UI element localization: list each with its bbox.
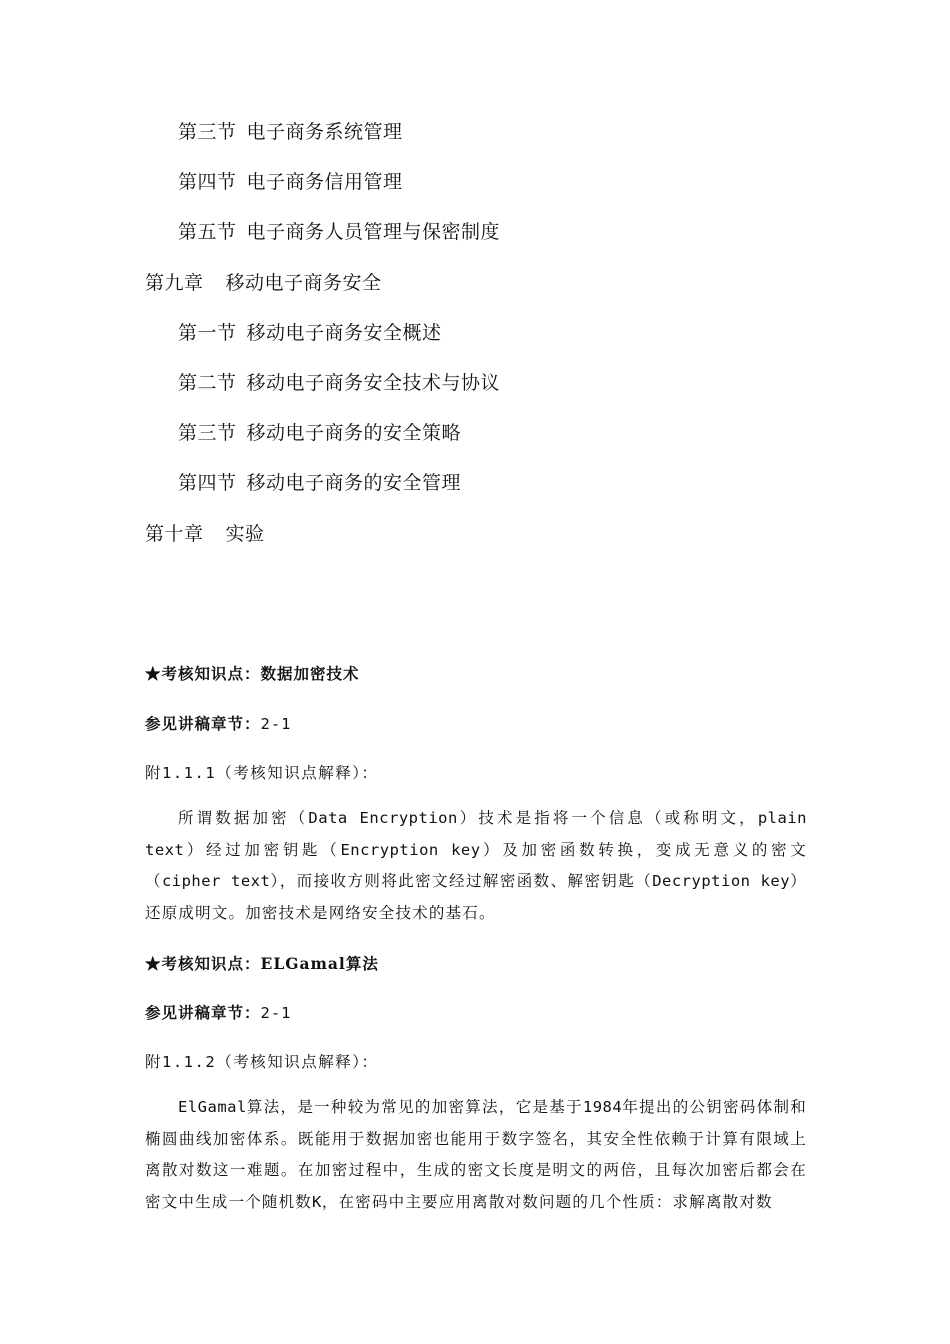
reference-label: 参见讲稿章节： <box>145 714 261 733</box>
inline-term: ElGamal <box>178 1098 247 1116</box>
annex-suffix: （考核知识点解释）： <box>216 764 379 782</box>
annex-number: 1.1.2 <box>162 1053 217 1071</box>
toc-number: 第三节 <box>178 422 237 445</box>
inline-term: cipher text <box>161 872 271 890</box>
toc-title: 移动电子商务的安全策略 <box>246 422 462 445</box>
toc-title: 电子商务信用管理 <box>246 171 403 194</box>
toc-title: 实验 <box>225 522 265 545</box>
toc-chapter-line <box>145 520 265 548</box>
lecture-reference <box>145 1001 807 1025</box>
toc-title: 电子商务系统管理 <box>246 121 403 143</box>
toc-section-line <box>178 118 403 146</box>
annex-prefix: 附 <box>145 764 163 782</box>
inline-term: Decryption key <box>652 872 791 890</box>
toc-title: 移动电子商务安全 <box>225 271 382 294</box>
knowledge-point-heading: ★考核知识点：数据加密技术 <box>145 664 360 683</box>
toc-number: 第五节 <box>178 221 237 244</box>
paragraph-text: 年提出的公钥密码体制和椭圆曲线加密体系。既能用于数据加密也能用于数字签名，其安全性依赖于计算有限域上离散对数这一难题。在加密过程中，生成的密文长度是明文的两倍，且每次加密后都会在密文中生成一个随机数 <box>145 1098 807 1211</box>
paragraph-text: ，在密码中主要应用离散对数问题的几个性质：求解离散对数 <box>321 1192 773 1211</box>
toc-section-line <box>178 369 500 397</box>
paragraph-text: ）经过加密钥匙（ <box>184 840 341 859</box>
lecture-reference <box>145 712 807 736</box>
toc-section-line <box>178 469 461 497</box>
annex-suffix: （考核知识点解释）： <box>216 1053 379 1071</box>
paragraph-text: ）及加密函数转换，变成无意义的密文（ <box>145 840 807 890</box>
toc-section-line <box>178 218 500 246</box>
reference-value: 2-1 <box>260 715 292 733</box>
inline-term: 1984 <box>582 1098 623 1116</box>
toc-section-line <box>178 319 442 347</box>
toc-title: 电子商务人员管理与保密制度 <box>246 221 501 244</box>
toc-section-line <box>178 419 461 447</box>
toc-title: 移动电子商务的安全管理 <box>246 472 462 495</box>
toc-number: 第九章 <box>145 271 204 294</box>
paragraph-text: 算法，是一种较为常见的加密算法，它是基于 <box>246 1098 583 1116</box>
annex-label <box>145 1050 807 1074</box>
reference-label: 参见讲稿章节： <box>145 1003 261 1022</box>
explanation-paragraph <box>145 1092 807 1218</box>
toc-number: 第一节 <box>178 321 237 344</box>
toc-section-line <box>178 168 403 196</box>
toc-number: 第三节 <box>178 121 237 143</box>
paragraph-text: 所谓数据加密（ <box>178 809 309 827</box>
explanation-paragraph <box>145 803 807 929</box>
knowledge-point-1 <box>145 662 807 929</box>
knowledge-point-2 <box>145 952 807 1218</box>
toc-number: 第四节 <box>178 472 237 495</box>
toc-title: 移动电子商务安全概述 <box>246 321 442 344</box>
inline-term: plain text <box>145 809 807 859</box>
paragraph-text: ）技术是指将一个信息（或称明文， <box>457 809 758 827</box>
toc-number: 第二节 <box>178 372 237 394</box>
paragraph-text: ）还原成明文。加密技术是网络安全技术的基石。 <box>145 872 807 922</box>
reference-value: 2-1 <box>260 1004 292 1022</box>
toc-title: 移动电子商务安全技术与协议 <box>246 372 501 394</box>
toc-number: 第四节 <box>178 171 237 194</box>
toc-number: 第十章 <box>145 522 204 545</box>
inline-term: K <box>312 1192 322 1211</box>
annex-number: 1.1.1 <box>162 764 217 782</box>
paragraph-text: ），而接收方则将此密文经过解密函数、解密钥匙（ <box>270 872 653 890</box>
knowledge-point-heading: ★考核知识点：ELGamal算法 <box>145 954 379 973</box>
toc-chapter-line <box>145 269 382 297</box>
inline-term: Encryption key <box>340 840 481 859</box>
annex-prefix: 附 <box>145 1053 163 1071</box>
inline-term: Data Encryption <box>308 809 458 827</box>
annex-label <box>145 761 807 785</box>
